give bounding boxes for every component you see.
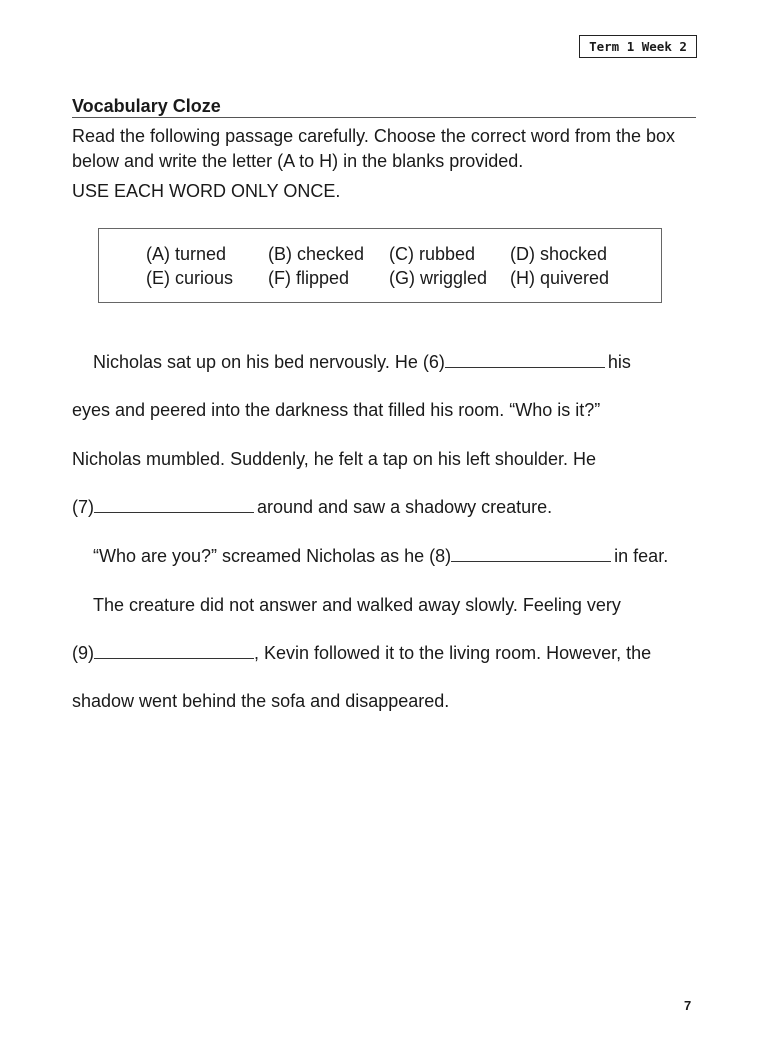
section-title: Vocabulary Cloze [72, 96, 221, 116]
title-underline [72, 117, 696, 118]
answer-blank-7[interactable] [94, 496, 254, 513]
word-option-c: (C) rubbed [389, 244, 476, 264]
passage-line-3: Nicholas mumbled. Suddenly, he felt a tap on his left shoulder. He [72, 449, 596, 469]
passage-line-5 [72, 544, 723, 568]
word-option-h: (H) quivered [510, 268, 610, 288]
passage-line-7 [72, 641, 702, 665]
word-option-f: (F) flipped [268, 268, 350, 288]
passage-line-6: The creature did not answer and walked away slowly. Feeling very [93, 595, 621, 615]
word-option-b: (B) checked [268, 244, 365, 264]
passage-line-8: shadow went behind the sofa and disappeared. [72, 691, 450, 711]
passage-line-2: eyes and peered into the darkness that filled his room. “Who is it?” [72, 400, 601, 420]
page-number: 7 [684, 998, 692, 1013]
blank-number-7: (7) [72, 497, 94, 517]
blank-number-9: (9) [72, 643, 94, 663]
word-bank-grid [146, 242, 620, 290]
passage-text: , Kevin followed it to the living room. However, the [254, 643, 652, 663]
passage-line-4 [72, 495, 702, 519]
word-option-e: (E) curious [146, 268, 234, 288]
passage-text: his [607, 352, 631, 372]
passage-text: in fear. [614, 546, 669, 566]
word-option-d: (D) shocked [510, 244, 608, 264]
passage-text: around and saw a shadowy creature. [257, 497, 553, 517]
answer-blank-9[interactable] [94, 642, 254, 659]
passage-text: “Who are you?” screamed Nicholas as he (8) [93, 546, 452, 566]
usage-rule-text: USE EACH WORD ONLY ONCE. [72, 181, 341, 201]
term-week-label: Term 1 Week 2 [579, 35, 697, 58]
passage-text: Nicholas sat up on his bed nervously. He (6) [93, 352, 445, 372]
word-bank-box [98, 228, 662, 303]
passage-line-1 [72, 350, 723, 374]
answer-blank-8[interactable] [451, 545, 611, 562]
answer-blank-6[interactable] [445, 351, 605, 368]
instructions-text: Read the following passage carefully. Choose the correct word from the box below and write the letter (A to H) in the blanks provided. [72, 126, 675, 171]
word-option-a: (A) turned [146, 244, 227, 264]
word-option-g: (G) wriggled [389, 268, 488, 288]
